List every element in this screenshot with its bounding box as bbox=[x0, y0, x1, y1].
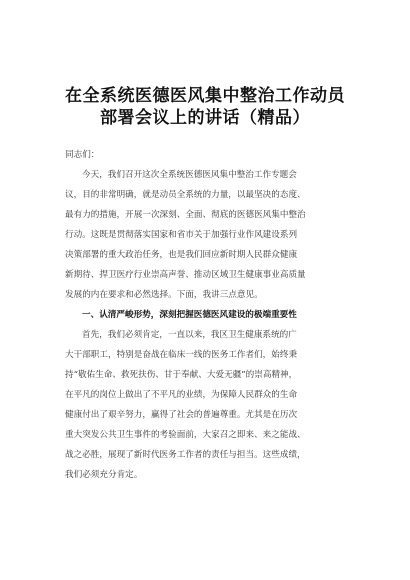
paragraph-line: 在平凡的岗位上做出了不平凡的业绩，为保障人民群众的生命 bbox=[65, 390, 298, 400]
paragraph-line: 今天，我们召开这次全系统医德医风集中整治工作专题会 bbox=[82, 170, 297, 180]
paragraph-line: 重大突发公共卫生事件的考验面前，大家召之即来、来之能战、 bbox=[65, 430, 306, 440]
document-title-line-2: 部署会议上的讲话（精品） bbox=[100, 108, 310, 128]
paragraph-line: 我们必须充分肯定。 bbox=[65, 470, 143, 480]
section-heading: 一、认清严峻形势，深刻把握医德医风建设的极端重要性 bbox=[82, 310, 297, 320]
paragraph-line: 行动。这既是贯彻落实国家和省市关于加强行业作风建设系列 bbox=[65, 230, 298, 240]
paragraph-line: 最有力的措施，开展一次深刻、全面、彻底的医德医风集中整治 bbox=[65, 210, 306, 220]
document-title-line-1: 在全系统医德医风集中整治工作动员 bbox=[65, 86, 345, 106]
salutation: 同志们： bbox=[65, 150, 100, 160]
paragraph-line: 健康付出了艰辛努力，赢得了社会的普遍尊重。尤其是在历次 bbox=[65, 410, 298, 420]
paragraph-line: 发展的内在要求和必然选择。下面，我讲三点意见。 bbox=[65, 290, 263, 300]
paragraph-line: 首先，我们必须肯定，一直以来，我区卫生健康系统的广 bbox=[82, 330, 297, 340]
paragraph-line: 大干部职工，特别是奋战在临床一线的医务工作者们，始终秉 bbox=[65, 350, 298, 360]
paragraph-line: 决策部署的重大政治任务，也是我们回应新时期人民群众健康 bbox=[65, 250, 298, 260]
paragraph-line: 新期待、捍卫医疗行业崇高声誉、推动区域卫生健康事业高质量 bbox=[65, 270, 306, 280]
paragraph-line: 持“敬佑生命、救死扶伤、甘于奉献、大爱无疆”的崇高精神， bbox=[65, 370, 298, 380]
paragraph-line: 议，目的非常明确，就是动员全系统的力量，以最坚决的态度、 bbox=[65, 190, 306, 200]
paragraph-line: 战之必胜，展现了新时代医务工作者的责任与担当。这些成绩， bbox=[65, 450, 306, 460]
